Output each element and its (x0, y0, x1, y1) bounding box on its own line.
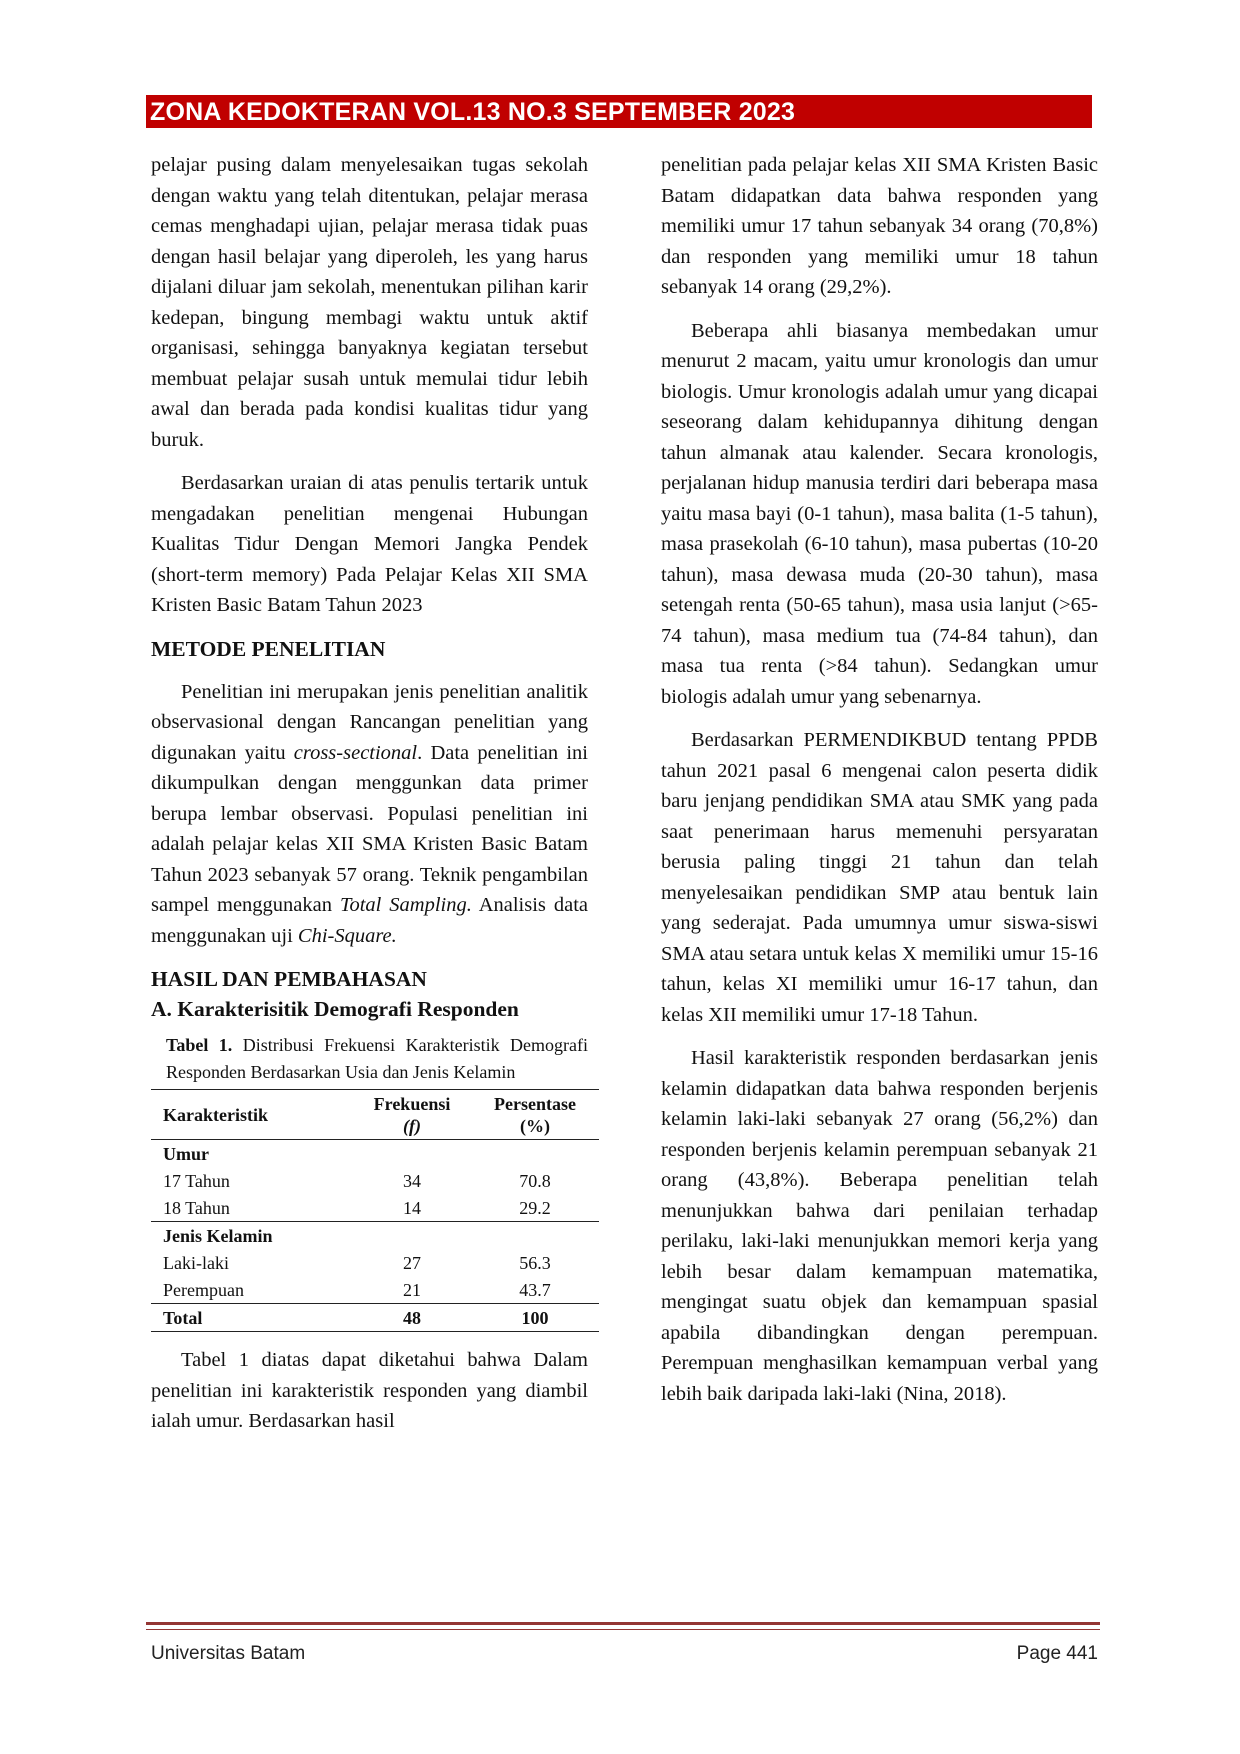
text-run: Analisis data menggunakan uji (151, 894, 588, 947)
table-row (151, 1194, 599, 1222)
header-frekuensi-unit: (f) (403, 1116, 421, 1136)
total-label: Total (151, 1304, 353, 1332)
table-caption (166, 1032, 588, 1086)
table-row (151, 1276, 599, 1304)
footer-page-number: Page 441 (1016, 1643, 1098, 1664)
demographics-table (151, 1089, 599, 1332)
body-paragraph: Beberapa ahli biasanya membedakan umur menurut 2 macam, yaitu umur kronologis dan umur biologis. Umur kronologis adalah umur yang dicapai seseorang dalam kehidupannya dihitung dengan tahun almanak atau kalender. Secara kronologis, perjalanan hidup manusia terdiri dari beberapa masa yaitu masa bayi (0-1 tahun), masa balita (1-5 tahun), masa prasekolah (6-10 tahun), masa pubertas (10-20 tahun), masa dewasa muda (20-30 tahun), masa setengah renta (50-65 tahun), masa usia lanjut (>65-74 tahun), masa medium tua (74-84 tahun), dan masa tua renta (>84 tahun). Sedangkan umur biologis adalah umur yang sebenarnya. (661, 319, 1098, 708)
row-percentage: 70.8 (519, 1170, 551, 1191)
table-group-row (151, 1222, 599, 1250)
footer-divider (146, 1622, 1100, 1630)
section-heading-hasil: HASIL DAN PEMBAHASAN (151, 967, 427, 991)
total-percentage: 100 (471, 1304, 599, 1332)
header-frekuensi-label: Frekuensi (373, 1094, 451, 1114)
subsection-heading: A. Karakterisitik Demografi Responden (151, 997, 519, 1021)
row-frequency: 34 (403, 1170, 421, 1191)
body-paragraph: Berdasarkan uraian di atas penulis tertarik untuk mengadakan penelitian mengenai Hubungan Kualitas Tidur Dengan Memori Jangka Pendek (short-term memory) Pada Pelajar Kelas XII SMA Kristen Basic Batam Tahun 2023 (151, 472, 588, 616)
table-caption-label: Tabel 1. (166, 1035, 233, 1055)
footer-institution: Universitas Batam (151, 1643, 306, 1664)
right-column (661, 150, 1098, 1409)
italic-term: Chi-Square. (297, 924, 397, 947)
body-paragraph: Hasil karakteristik responden berdasarkan jenis kelamin didapatkan data bahwa responden berjenis kelamin laki-laki sebanyak 27 orang (56,2%) dan responden berjenis kelamin perempuan sebanyak 21 orang (43,8%). Beberapa penelitian telah menunjukkan bahwa dari penilaian terhadap perilaku, laki-laki menunjukkan memori kerja yang lebih besar dalam kemampuan matematika, mengingat suatu objek dan kemampuan spasial apabila dibandingkan dengan perempuan. Perempuan menghasilkan kemampuan verbal yang lebih baik daripada laki-laki (Nina, 2018). (661, 1047, 1098, 1405)
row-label: Perempuan (163, 1279, 244, 1300)
table-row (151, 1249, 599, 1276)
left-column (151, 150, 588, 1437)
italic-term: cross-sectional (293, 741, 418, 764)
metode-paragraph (151, 677, 588, 952)
header-karakteristik: Karakteristik (163, 1105, 268, 1125)
section-heading-metode: METODE PENELITIAN (151, 636, 386, 661)
row-frequency: 21 (403, 1279, 421, 1300)
header-persentase-unit: (%) (520, 1116, 550, 1136)
header-frekuensi (353, 1090, 471, 1140)
row-frequency: 14 (403, 1197, 421, 1218)
group-label: Umur (163, 1143, 209, 1164)
header-persentase (471, 1090, 599, 1140)
header-persentase-label: Persentase (494, 1094, 576, 1114)
row-frequency: 27 (403, 1252, 421, 1273)
row-percentage: 43.7 (519, 1279, 551, 1300)
body-paragraph: penelitian pada pelajar kelas XII SMA Kristen Basic Batam didapatkan data bahwa responden yang memiliki umur 17 tahun sebanyak 34 orang (70,8%) dan responden yang memiliki umur 18 tahun sebanyak 14 orang (29,2%). (661, 154, 1098, 298)
journal-header-band (146, 95, 1092, 128)
body-paragraph: Berdasarkan PERMENDIKBUD tentang PPDB tahun 2021 pasal 6 mengenai calon peserta didik baru jenjang pendidikan SMA atau SMK yang pada saat penerimaan harus memenuhi persyaratan berusia paling tinggi 21 tahun dan telah menyelesaikan pendidikan SMP atau bentuk lain yang sederajat. Pada umumnya umur siswa-siswi SMA atau setara untuk kelas X memiliki umur 15-16 tahun, kelas XI memiliki umur 16-17 tahun, dan kelas XII memiliki umur 17-18 Tahun. (661, 729, 1098, 1026)
body-paragraph: pelajar pusing dalam menyelesaikan tugas sekolah dengan waktu yang telah ditentukan, pelajar merasa cemas menghadapi ujian, pelajar merasa tidak puas dengan hasil belajar yang diperoleh, les yang harus dijalani diluar jam sekolah, menentukan pilihan karir kedepan, bingung membagi waktu untuk aktif organisasi, sehingga banyaknya kegiatan tersebut membuat pelajar susah untuk memulai tidur lebih awal dan berada pada kondisi kualitas tidur yang buruk. (151, 154, 588, 451)
italic-term: Total Sampling. (339, 894, 472, 916)
total-frequency: 48 (353, 1304, 471, 1332)
row-percentage: 29.2 (519, 1197, 551, 1218)
row-label: 17 Tahun (163, 1170, 230, 1191)
body-paragraph: Tabel 1 diatas dapat diketahui bahwa Dalam penelitian ini karakteristik responden yang diambil ialah umur. Berdasarkan hasil (151, 1349, 588, 1432)
table-row (151, 1167, 599, 1194)
journal-header-title: ZONA KEDOKTERAN VOL.13 NO.3 SEPTEMBER 2023 (150, 98, 796, 126)
table-caption-text: Distribusi Frekuensi Karakteristik Demografi Responden Berdasarkan Usia dan Jenis Kelamin (166, 1035, 588, 1082)
table-header-row (151, 1090, 599, 1140)
table-total-row (151, 1304, 599, 1332)
row-label: 18 Tahun (163, 1197, 230, 1218)
row-label: Laki-laki (163, 1252, 229, 1273)
row-percentage: 56.3 (519, 1252, 551, 1273)
text-run: . Data penelitian ini dikumpulkan dengan menggunkan data primer berupa lembar observasi. Populasi penelitian ini adalah pelajar kelas XII SMA Kristen Basic Batam Tahun 2023 sebanyak 57 orang. Teknik pengambilan sampel menggunakan (151, 741, 588, 916)
table-group-row (151, 1140, 599, 1168)
text-run: Penelitian ini merupakan jenis penelitian analitik observasional dengan Rancangan penelitian yang digunakan yaitu (151, 680, 588, 764)
group-label: Jenis Kelamin (151, 1222, 599, 1250)
